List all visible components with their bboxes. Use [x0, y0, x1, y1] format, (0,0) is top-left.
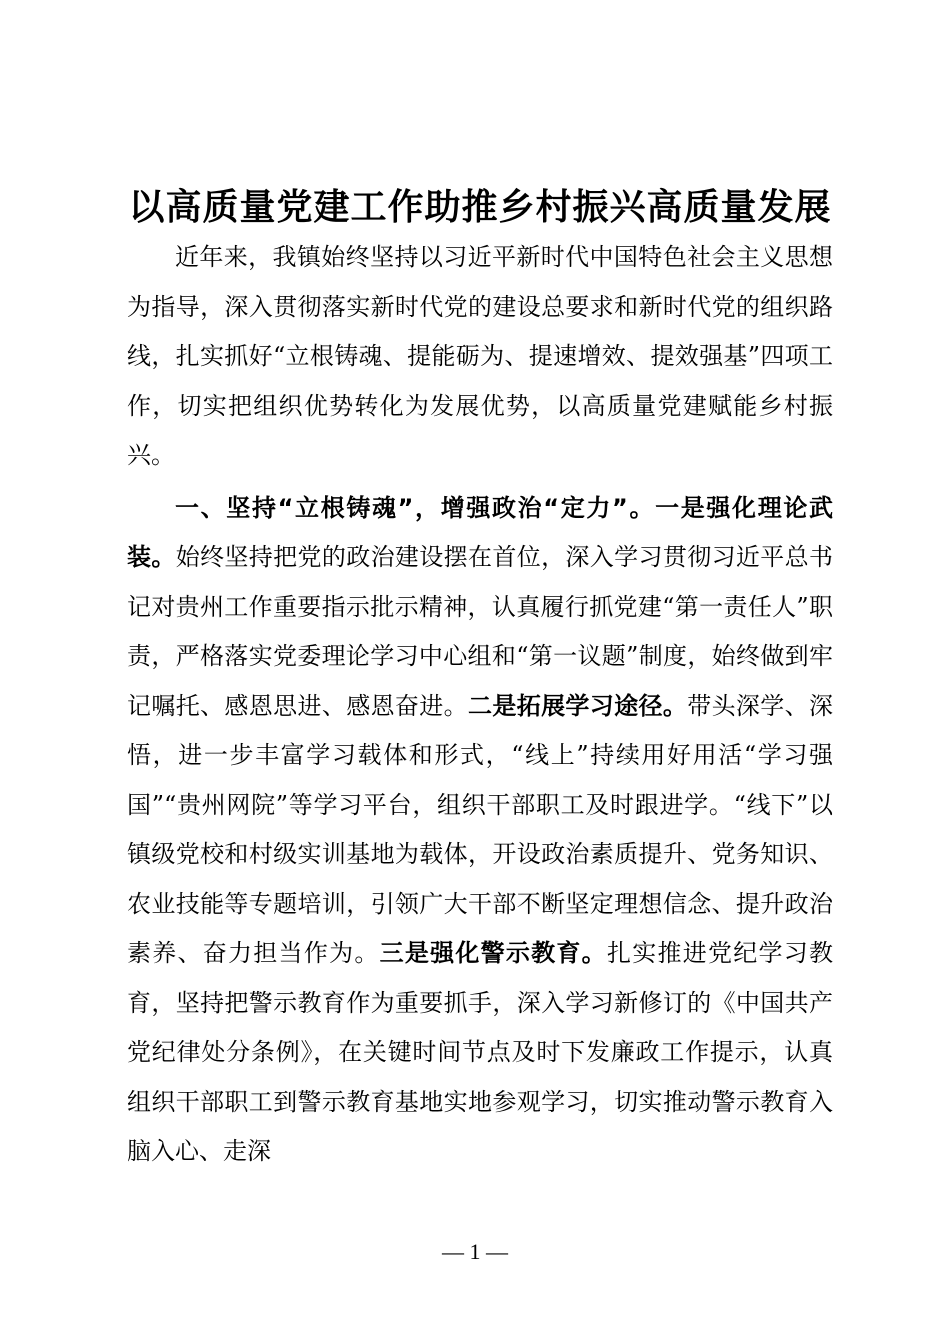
point-1-text: 始终坚持把党的政治建设摆在首位，深入学习贯彻习近平总书记对贵州工作重要指示批示精神，认真履行抓党建“第一责任人”职责，严格落实党委理论学习中心组和“第一议题”制度，始终做到牢记嘱托、感恩思进、感恩奋进。 [127, 543, 834, 720]
document-body [127, 233, 833, 1177]
point-1-title: 一是强化理论武装。 [127, 493, 834, 571]
point-3-title: 三是强化警示教育。 [379, 939, 607, 967]
document-title: 以高质量党建工作助推乡村振兴高质量发展 [128, 187, 832, 228]
point-2-title: 二是拓展学习途径。 [468, 691, 688, 720]
section-1-heading: 一、坚持“立根铸魂”，增强政治“定力”。 [175, 493, 656, 522]
point-3-text: 扎实推进党纪学习教育，坚持把警示教育作为重要抓手，深入学习新修订的《中国共产党纪律处分条例》，在关键时间节点及时下发廉政工作提示，认真组织干部职工到警示教育基地实地参观学习，切实推动警示教育入脑入心、走深 [127, 939, 834, 1165]
page-number: — 1 — [442, 1239, 508, 1264]
point-2-text: 带头深学、深悟，进一步丰富学习载体和形式，“线上”持续用好用活“学习强国”“贵州网院”等学习平台，组织干部职工及时跟进学。“线下”以镇级党校和村级实训基地为载体，开设政治素质提升、党务知识、农业技能等专题培训，引领广大干部不断坚定理想信念、提升政治素养、奋力担当作为。 [127, 691, 834, 967]
intro-paragraph: 近年来，我镇始终坚持以习近平新时代中国特色社会主义思想为指导，深入贯彻落实新时代党的建设总要求和新时代党的组织路线，扎实抓好“立根铸魂、提能砺为、提速增效、提效强基”四项工作，切实把组织优势转化为发展优势，以高质量党建赋能乡村振兴。 [127, 243, 833, 469]
section-1-paragraph [127, 484, 833, 1177]
